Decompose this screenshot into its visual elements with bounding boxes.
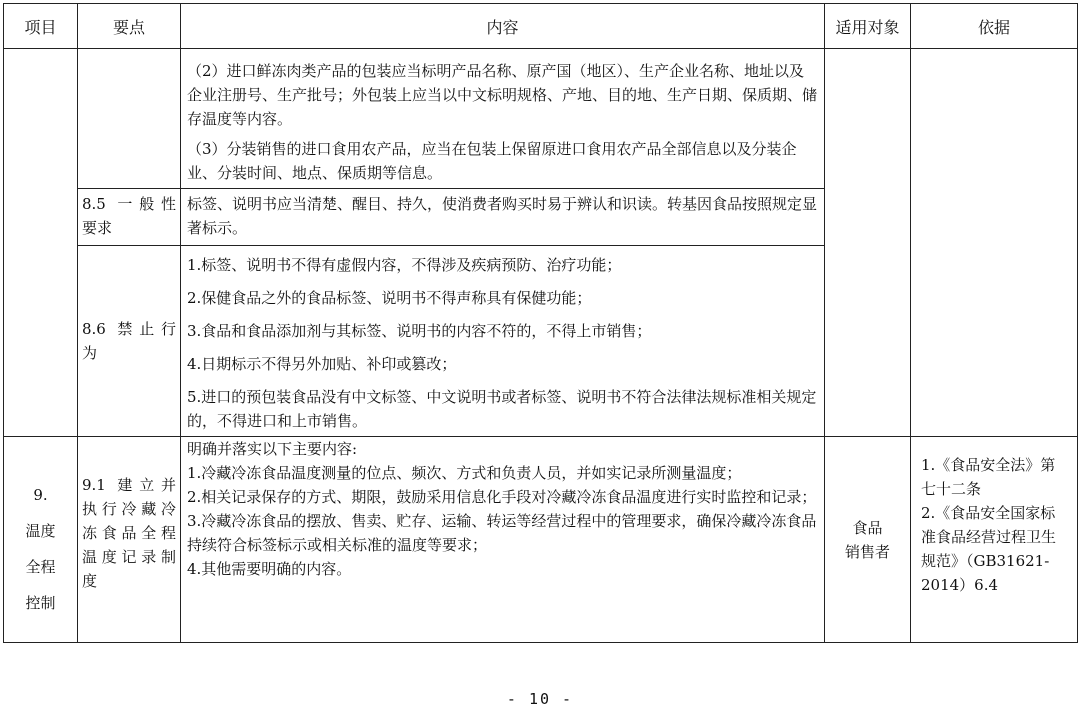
basis-cell: [911, 437, 1078, 643]
point-91-line: 执行冷藏冷: [82, 500, 176, 518]
table-row: [4, 49, 1078, 189]
import-packaging-text: （2）进口鲜冻肉类产品的包装应当标明产品名称、原产国（地区）、生产企业名称、地址以及企业注册号、生产批号；外包装上应当以中文标明规格、产地、目的地、生产日期、保质期、储存温度等内容。: [187, 62, 818, 128]
list-item: 2.保健食品之外的食品标签、说明书不得声称具有保健功能；: [187, 289, 592, 307]
target-line: 食品: [852, 518, 883, 537]
content-cell: [181, 189, 825, 246]
target-cell: [825, 437, 911, 643]
header-row: [4, 4, 1078, 49]
header-project: 项目: [4, 4, 78, 49]
project-number: 9.: [33, 486, 48, 504]
project-cell-empty: [4, 49, 78, 437]
content-cell: [181, 437, 825, 643]
basis-cell-empty: [911, 49, 1078, 437]
import-repack-text: （3）分装销售的进口食用农产品，应当在包装上保留原进口食用农产品全部信息以及分装企业、分装时间、地点、保质期等信息。: [187, 140, 797, 182]
point-85-line2: 要求: [82, 219, 113, 237]
point-91-line: 度: [82, 572, 98, 590]
point-86-line1: 8.6 禁止行: [82, 320, 176, 338]
list-item: 3.食品和食品添加剂与其标签、说明书的内容不符的，不得上市销售；: [187, 322, 652, 340]
project-line: 全程: [25, 558, 56, 576]
list-item: 1.标签、说明书不得有虚假内容，不得涉及疾病预防、治疗功能；: [187, 256, 622, 274]
basis-item: 1.《食品安全法》第七十二条: [921, 456, 1056, 498]
project-line: 温度: [25, 522, 56, 540]
point-cell: [78, 189, 181, 246]
list-item: 4.其他需要明确的内容。: [187, 560, 352, 578]
point-86-line2: 为: [82, 344, 98, 362]
point-91-line: 冻食品全程: [82, 524, 176, 542]
basis-item: 2.《食品安全国家标准食品经营过程卫生规范》（GB31621-2014）6.4: [921, 504, 1057, 594]
point-cell-empty: [78, 49, 181, 189]
list-item: 3.冷藏冷冻食品的摆放、售卖、贮存、运输、转运等经营过程中的管理要求，确保冷藏冷冻食品持续符合标签标示或相关标准的温度等要求；: [187, 512, 817, 554]
list-item: 5.进口的预包装食品没有中文标签、中文说明书或者标签、说明书不符合法律法规标准相关规定的，不得进口和上市销售。: [187, 388, 817, 430]
point-cell: [78, 246, 181, 437]
header-content: 内容: [181, 4, 825, 49]
point-91-line: 9.1 建立并: [82, 476, 176, 494]
header-point: 要点: [78, 4, 181, 49]
list-item: 2.相关记录保存的方式、期限，鼓励采用信息化手段对冷藏冷冻食品温度进行实时监控和记录；: [187, 488, 817, 506]
header-target: 适用对象: [825, 4, 911, 49]
regulation-table: [3, 3, 1078, 643]
list-item: 4.日期标示不得另外加贴、补印或篡改；: [187, 355, 457, 373]
intro-text: 明确并落实以下主要内容:: [187, 440, 358, 458]
project-cell: [4, 437, 78, 643]
point-85-line1: 8.5 一般性: [82, 195, 176, 213]
target-line: 销售者: [844, 542, 890, 561]
target-cell-empty: [825, 49, 911, 437]
point-91-line: 温度记录制: [82, 548, 176, 566]
header-basis: 依据: [911, 4, 1078, 49]
list-item: 1.冷藏冷冻食品温度测量的位点、频次、方式和负责人员，并如实记录所测量温度；: [187, 464, 742, 482]
table-row: [4, 437, 1078, 643]
page-number: - 10 -: [506, 690, 574, 708]
general-requirement-text: 标签、说明书应当清楚、醒目、持久，使消费者购买时易于辨认和识读。转基因食品按照规定显著标示。: [187, 195, 818, 237]
project-line: 控制: [25, 594, 56, 612]
point-cell: [78, 437, 181, 643]
content-cell: [181, 246, 825, 437]
content-cell: [181, 49, 825, 189]
